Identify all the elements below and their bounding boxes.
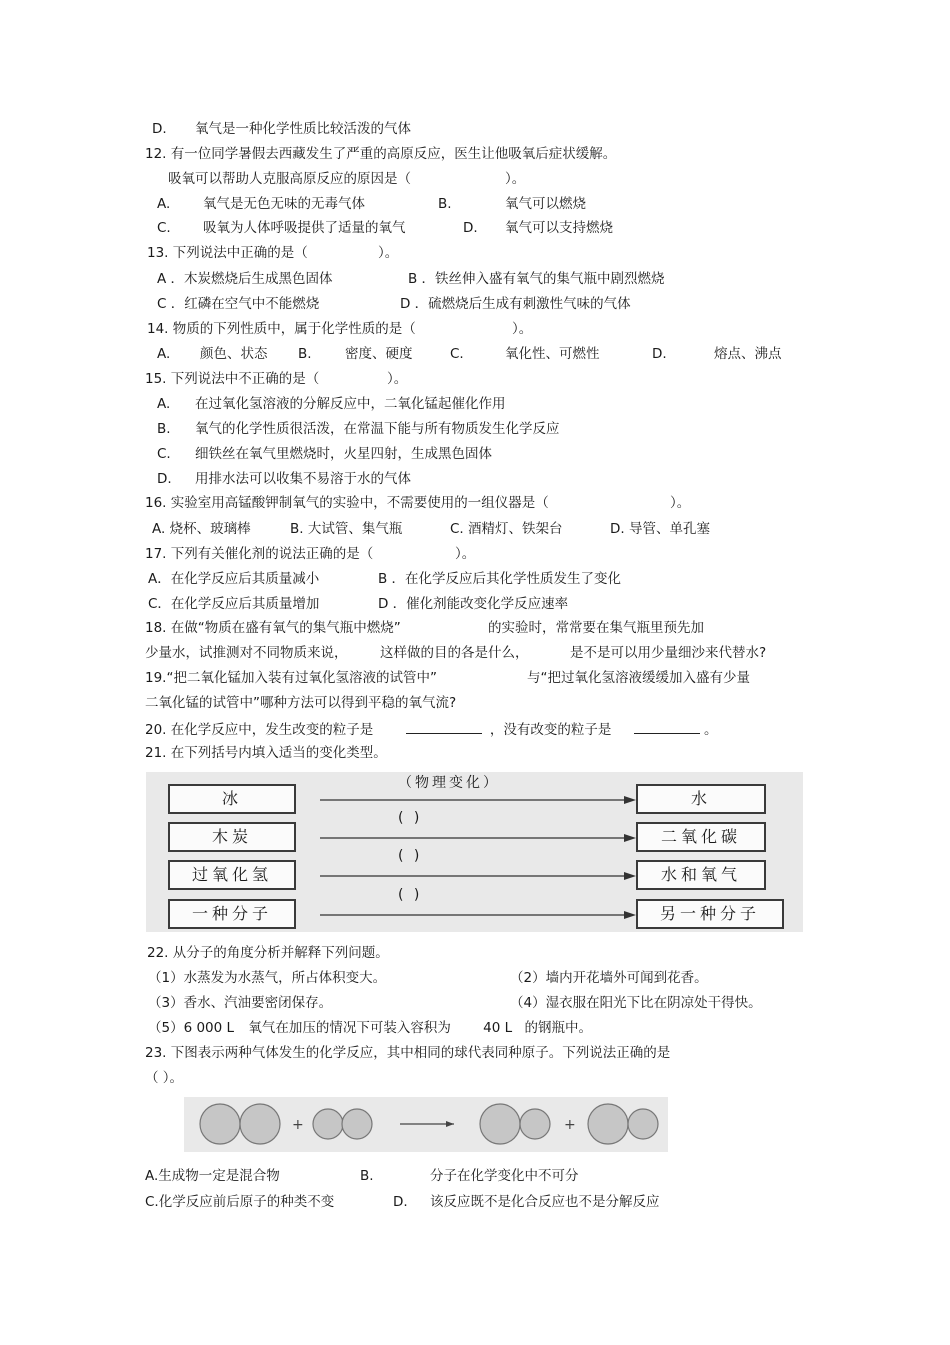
text-line-9-part-2: B. bbox=[298, 346, 312, 362]
text-line-17-part-1: ）。 bbox=[455, 546, 476, 562]
q22-item5-b: 氧气在加压的情况下可装入容积为 bbox=[248, 1020, 451, 1036]
reaction-model-svg bbox=[184, 1097, 668, 1152]
text-line-15-part-1: ）。 bbox=[670, 495, 691, 511]
text-line-4-part-0: C. bbox=[157, 220, 171, 236]
question-22-title: 22. 从分子的角度分析并解释下列问题。 bbox=[147, 945, 389, 961]
text-line-11-part-1: 在过氧化氢溶液的分解反应中，二氧化锰起催化作用 bbox=[195, 396, 506, 412]
change-type-diagram bbox=[146, 772, 803, 932]
text-line-2-part-0: 吸氧可以帮助人克服高原反应的原因是（ bbox=[168, 171, 411, 187]
text-line-16-part-0: A. 烧杯、玻璃棒 bbox=[152, 521, 251, 537]
q20-blank-2[interactable] bbox=[634, 719, 700, 734]
text-line-16-part-2: C. 酒精灯、铁架台 bbox=[450, 521, 563, 537]
text-line-9-part-6: D. bbox=[652, 346, 667, 362]
question-23-title: 23. 下图表示两种气体发生的化学反应，其中相同的球代表同种原子。下列说法正确的是 bbox=[145, 1045, 671, 1061]
atom-reactant-2a bbox=[313, 1109, 343, 1139]
product-box: 水 bbox=[636, 784, 766, 814]
text-line-0-part-1: 氧气是一种化学性质比较活泼的气体 bbox=[195, 121, 411, 137]
text-line-1-part-0: 12. 有一位同学暑假去西藏发生了严重的高原反应，医生让他吸氧后症状缓解。 bbox=[145, 146, 617, 162]
atom-product-2b bbox=[628, 1109, 658, 1139]
change-arrow bbox=[320, 909, 640, 921]
product-box: 水和氧气 bbox=[636, 860, 766, 890]
q23-option-line-0-part-0: A.生成物一定是混合物 bbox=[145, 1168, 280, 1184]
change-type-label[interactable]: ( ) bbox=[398, 887, 423, 903]
text-line-5-part-1: ）。 bbox=[378, 245, 399, 261]
reactant-box: 木炭 bbox=[168, 822, 296, 852]
reactant-box: 过氧化氢 bbox=[168, 860, 296, 890]
text-line-21-part-1: 这样做的目的各是什么， bbox=[380, 645, 529, 661]
plus-sign-2: + bbox=[564, 1117, 576, 1133]
text-line-9-part-3: 密度、硬度 bbox=[345, 346, 413, 362]
q20-blank-1[interactable] bbox=[406, 719, 482, 734]
text-line-19-part-0: C．在化学反应后其质量增加 bbox=[148, 596, 320, 612]
q23-option-line-1-part-1: D. bbox=[393, 1194, 408, 1210]
text-line-23-part-0: 二氧化锰的试管中”哪种方法可以得到平稳的氧气流? bbox=[145, 695, 457, 711]
text-line-6-part-0: A ．木炭燃烧后生成黑色固体 bbox=[157, 271, 333, 287]
text-line-21-part-0: 少量水，试推测对不同物质来说， bbox=[145, 645, 348, 661]
change-arrow bbox=[320, 832, 640, 844]
text-line-20-part-0: 18. 在做“物质在盛有氧气的集气瓶中燃烧” bbox=[145, 620, 401, 636]
text-line-10-part-1: ）。 bbox=[387, 371, 408, 387]
q22-item5-d: 的钢瓶中。 bbox=[524, 1020, 592, 1036]
text-line-9-part-4: C. bbox=[450, 346, 464, 362]
change-type-label[interactable]: ( ) bbox=[398, 810, 423, 826]
question-22-item-2: （2）墙内开花墙外可闻到花香。 bbox=[510, 970, 708, 986]
text-line-18-part-0: A．在化学反应后其质量减小 bbox=[148, 571, 320, 587]
text-line-4-part-3: 氧气可以支持燃烧 bbox=[505, 220, 613, 236]
text-line-9-part-0: A. bbox=[157, 346, 171, 362]
question-22-item-3: （3）香水、汽油要密闭保存。 bbox=[148, 995, 333, 1011]
q23-option-line-1-part-2: 该反应既不是化合反应也不是分解反应 bbox=[430, 1194, 660, 1210]
change-type-label: （物理变化） bbox=[398, 775, 500, 791]
question-22-item-1: （1）水蒸发为水蒸气，所占体积变大。 bbox=[148, 970, 387, 986]
text-line-7-part-1: D ．硫燃烧后生成有刺激性气味的气体 bbox=[400, 296, 631, 312]
text-line-10-part-0: 15. 下列说法中不正确的是（ bbox=[145, 371, 320, 387]
text-line-3-part-2: B. bbox=[438, 196, 452, 212]
text-line-0-part-0: D. bbox=[152, 121, 167, 137]
text-line-4-part-2: D. bbox=[463, 220, 478, 236]
atom-product-2a bbox=[588, 1104, 628, 1144]
text-line-15-part-0: 16. 实验室用高锰酸钾制氧气的实验中，不需要使用的一组仪器是（ bbox=[145, 495, 549, 511]
text-line-9-part-1: 颜色、状态 bbox=[200, 346, 268, 362]
reactant-box: 冰 bbox=[168, 784, 296, 814]
text-line-12-part-1: 氧气的化学性质很活泼，在常温下能与所有物质发生化学反应 bbox=[195, 421, 560, 437]
plus-sign-1: + bbox=[292, 1117, 304, 1133]
text-line-20-part-1: 的实验时，常常要在集气瓶里预先加 bbox=[488, 620, 704, 636]
text-line-13-part-0: C. bbox=[157, 446, 171, 462]
q22-item5-a: （5）6 000 L bbox=[148, 1020, 235, 1036]
text-line-9-part-7: 熔点、沸点 bbox=[714, 346, 782, 362]
q20-suffix: 。 bbox=[703, 722, 718, 738]
text-line-8-part-0: 14. 物质的下列性质中，属于化学性质的是（ bbox=[147, 321, 416, 337]
text-line-14-part-0: D. bbox=[157, 471, 172, 487]
q20-prefix: 20. 在化学反应中，发生改变的粒子是 bbox=[145, 722, 374, 738]
text-line-18-part-1: B ．在化学反应后其化学性质发生了变化 bbox=[378, 571, 622, 587]
text-line-8-part-1: ）。 bbox=[512, 321, 533, 337]
change-arrow bbox=[320, 870, 640, 882]
q22-item5-c: 40 L bbox=[483, 1020, 513, 1036]
text-line-4-part-1: 吸氧为人体呼吸提供了适量的氧气 bbox=[203, 220, 406, 236]
text-line-2-part-1: ）。 bbox=[505, 171, 526, 187]
text-line-22-part-1: 与“把过氧化氢溶液缓缓加入盛有少量 bbox=[527, 670, 750, 686]
q23-option-line-0-part-2: 分子在化学变化中不可分 bbox=[430, 1168, 579, 1184]
change-arrow bbox=[320, 794, 640, 806]
atom-reactant-1a bbox=[200, 1104, 240, 1144]
text-line-13-part-1: 细铁丝在氧气里燃烧时，火星四射，生成黑色固体 bbox=[195, 446, 492, 462]
text-line-3-part-0: A. bbox=[157, 196, 171, 212]
text-line-6-part-1: B ．铁丝伸入盛有氧气的集气瓶中剧烈燃烧 bbox=[408, 271, 665, 287]
text-line-3-part-3: 氧气可以燃烧 bbox=[505, 196, 586, 212]
atom-reactant-2b bbox=[342, 1109, 372, 1139]
product-box: 二氧化碳 bbox=[636, 822, 766, 852]
text-line-22-part-0: 19.“把二氧化锰加入装有过氧化氢溶液的试管中” bbox=[145, 670, 437, 686]
question-20 bbox=[145, 719, 717, 739]
text-line-5-part-0: 13. 下列说法中正确的是（ bbox=[147, 245, 308, 261]
question-22-item-4: （4）湿衣服在阳光下比在阴凉处干得快。 bbox=[510, 995, 762, 1011]
atom-product-1b bbox=[520, 1109, 550, 1139]
text-line-16-part-1: B. 大试管、集气瓶 bbox=[290, 521, 403, 537]
q23-option-line-0-part-1: B. bbox=[360, 1168, 374, 1184]
text-line-19-part-1: D ．催化剂能改变化学反应速率 bbox=[378, 596, 569, 612]
question-22-item-5 bbox=[148, 1019, 592, 1037]
reaction-model-diagram bbox=[184, 1097, 668, 1152]
reaction-arrow-head bbox=[446, 1121, 454, 1127]
text-line-3-part-1: 氧气是无色无味的无毒气体 bbox=[203, 196, 365, 212]
atom-product-1a bbox=[480, 1104, 520, 1144]
text-line-9-part-5: 氧化性、可燃性 bbox=[505, 346, 600, 362]
text-line-11-part-0: A. bbox=[157, 396, 171, 412]
change-type-label[interactable]: ( ) bbox=[398, 848, 423, 864]
text-line-12-part-0: B. bbox=[157, 421, 171, 437]
text-line-17-part-0: 17. 下列有关催化剂的说法正确的是（ bbox=[145, 546, 374, 562]
question-23-answer-paren: （ ）。 bbox=[145, 1070, 184, 1086]
q23-option-line-1-part-0: C.化学反应前后原子的种类不变 bbox=[145, 1194, 335, 1210]
text-line-16-part-3: D. 导管、单孔塞 bbox=[610, 521, 710, 537]
text-line-14-part-1: 用排水法可以收集不易溶于水的气体 bbox=[195, 471, 411, 487]
reactant-box: 一种分子 bbox=[168, 899, 296, 929]
product-box: 另一种分子 bbox=[636, 899, 784, 929]
question-21: 21. 在下列括号内填入适当的变化类型。 bbox=[145, 745, 387, 761]
text-line-7-part-0: C ．红磷在空气中不能燃烧 bbox=[157, 296, 320, 312]
text-line-21-part-2: 是不是可以用少量细沙来代替水? bbox=[570, 645, 767, 661]
q20-mid: ，没有改变的粒子是 bbox=[489, 722, 612, 738]
atom-reactant-1b bbox=[240, 1104, 280, 1144]
